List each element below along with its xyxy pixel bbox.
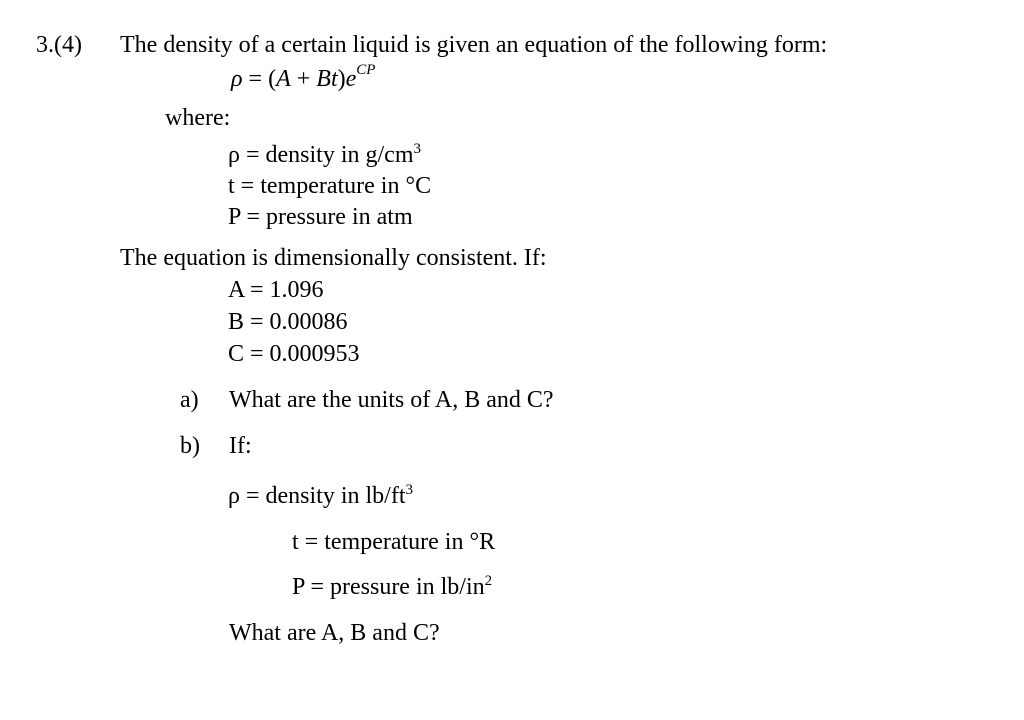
- equation-rho: ρ: [231, 66, 243, 92]
- where-label: where:: [165, 105, 231, 131]
- equation-bt: Bt: [316, 66, 338, 92]
- constant-a: A = 1.096: [228, 277, 324, 303]
- definition-density-sup: 3: [413, 141, 421, 157]
- equation-open-paren: (: [268, 66, 277, 92]
- part-b-definition-temperature: t = temperature in °R: [292, 529, 496, 555]
- part-b-density-sup: 3: [405, 482, 414, 498]
- part-a-question: What are the units of A, B and C?: [229, 387, 554, 413]
- part-a-label: a): [180, 387, 199, 413]
- part-b-label: b): [180, 433, 200, 459]
- definition-density-text: ρ = density in g/cm: [228, 142, 414, 168]
- problem-number: 3.(4): [36, 32, 82, 58]
- definition-temperature: t = temperature in °C: [228, 173, 432, 199]
- definition-density: [228, 143, 421, 167]
- part-b-definition-density: [228, 484, 413, 508]
- equation-e: e: [345, 66, 357, 92]
- part-b-pressure-sup: 2: [484, 573, 493, 589]
- constant-b: B = 0.00086: [228, 309, 348, 335]
- part-b-density-text: ρ = density in lb/ft: [228, 483, 406, 509]
- problem-intro: The density of a certain liquid is given an equation of the following form:: [120, 32, 828, 58]
- constant-c: C = 0.000953: [228, 341, 360, 367]
- equation-plus: +: [290, 66, 317, 92]
- part-b-intro: If:: [229, 433, 252, 459]
- definition-pressure: P = pressure in atm: [228, 204, 413, 230]
- equation-exponent: CP: [356, 62, 376, 78]
- part-b-definition-pressure: [292, 575, 492, 599]
- equation-equals: =: [242, 66, 269, 92]
- part-b-pressure-text: P = pressure in lb/in: [292, 574, 485, 600]
- equation-a: A: [276, 66, 291, 92]
- consistency-statement: The equation is dimensionally consistent. If:: [120, 245, 547, 271]
- part-b-question: What are A, B and C?: [229, 620, 440, 646]
- density-equation: [231, 62, 376, 92]
- equation-close-paren: ): [337, 66, 346, 92]
